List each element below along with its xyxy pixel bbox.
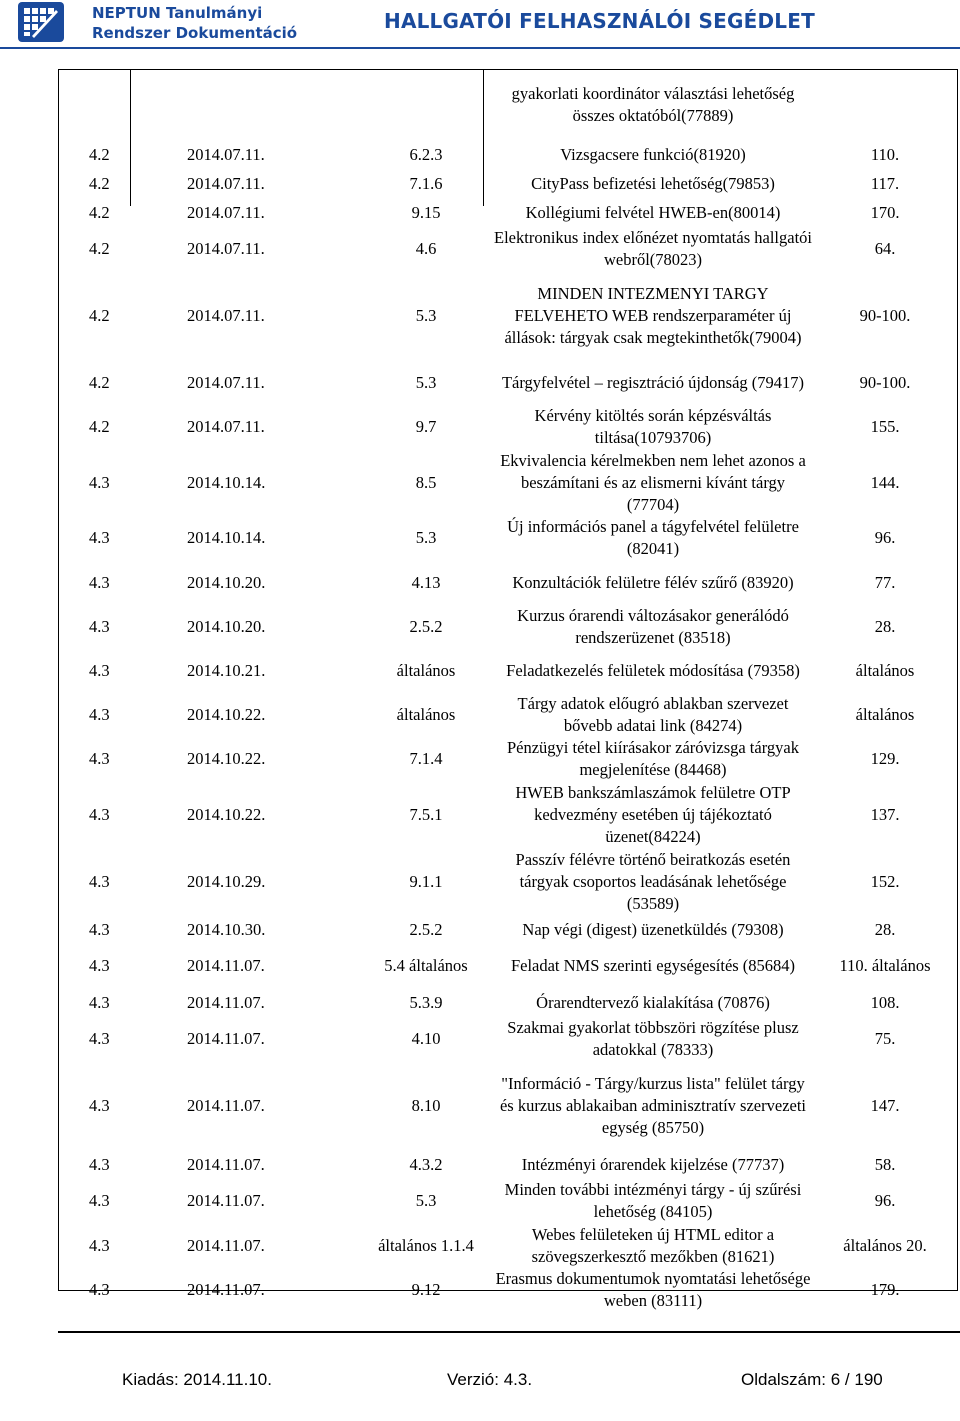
date-cell: 2014.07.11.: [187, 305, 265, 325]
table-row: [59, 198, 957, 227]
version-cell: [59, 70, 187, 140]
version-cell: 4.2: [89, 372, 110, 392]
page-cell: 147.: [870, 1095, 900, 1115]
section-cell: 4.3.2: [409, 1154, 443, 1174]
date-cell: 2014.11.07.: [187, 1280, 265, 1299]
table-row: [59, 1061, 957, 1150]
page-cell: 28.: [874, 617, 896, 636]
table-row: [59, 988, 957, 1017]
date-cell: 2014.07.11.: [187, 173, 265, 193]
description-cell: Passzív félévre történő beiratkozás esetén tárgyak csoportos leadásának lehetősége (53589): [515, 849, 791, 913]
version-cell: 4.3: [89, 472, 110, 492]
section-cell: 2.5.2: [409, 617, 443, 636]
description-cell: Feladatkezelés felületek módosítása (79358): [506, 661, 800, 680]
description-cell: Tárgyfelvétel – regisztráció újdonság (79417): [501, 372, 805, 392]
version-cell: 4.3: [89, 1191, 110, 1210]
description-cell: Minden további intézményi tárgy - új szűrési lehetőség (84105): [504, 1180, 802, 1221]
date-cell: 2014.10.14.: [187, 472, 266, 492]
page-cell: 96.: [874, 1191, 896, 1210]
description-cell: Intézményi órarendek kijelzése (77737): [521, 1154, 785, 1174]
version-cell: 4.3: [89, 992, 110, 1012]
page-cell: általános 20.: [843, 1235, 927, 1255]
footer-page-number: Oldalszám: 6 / 190: [741, 1370, 883, 1389]
page-cell: 58.: [874, 1154, 896, 1174]
date-cell: 2014.10.14.: [187, 528, 266, 547]
section-cell: 8.10: [411, 1095, 441, 1115]
date-cell: 2014.11.07.: [187, 1154, 265, 1174]
page-cell: 77.: [874, 572, 896, 592]
page-cell: 110. általános: [839, 956, 931, 975]
date-cell: 2014.07.11.: [187, 372, 265, 392]
description-cell: Ekvivalencia kérelmekben nem lehet azonos a beszámítani és az elismerni kívánt tárgy (77704): [500, 450, 806, 514]
date-cell: 2014.10.22.: [187, 749, 266, 768]
section-cell: 5.3: [415, 305, 437, 325]
date-cell: 2014.11.07.: [187, 1191, 265, 1210]
description-cell: Kollégiumi felvétel HWEB-en(80014): [525, 202, 781, 222]
section-cell: általános 1.1.4: [378, 1235, 474, 1255]
description-cell: Vizsgacsere funkció(81920): [560, 144, 746, 164]
version-cell: 4.3: [89, 705, 110, 724]
description-cell: "Információ - Tárgy/kurzus lista" felület tárgy és kurzus ablakaiban adminisztratív szervezeti egység (85750): [499, 1073, 807, 1137]
table-row: [59, 560, 957, 605]
description-cell: gyakorlati koordinátor választási lehetőség összes oktatóból(77889): [511, 84, 795, 125]
page-cell: 144.: [870, 472, 900, 492]
date-cell: 2014.11.07.: [187, 1029, 265, 1048]
brand-line-1: NEPTUN Tanulmányi: [92, 4, 263, 22]
date-cell: 2014.10.20.: [187, 617, 266, 636]
page-cell: 90-100.: [859, 372, 911, 392]
description-cell: Új információs panel a tágyfelvétel felületre (82041): [507, 517, 799, 558]
date-cell: 2014.10.29.: [187, 871, 266, 891]
page-header: [0, 0, 960, 48]
table-row: [59, 737, 957, 781]
header-divider: [0, 47, 960, 49]
section-cell: általános: [396, 705, 456, 724]
section-cell: általános: [396, 661, 456, 680]
section-cell: 5.3.9: [409, 992, 443, 1012]
date-cell: 2014.10.22.: [187, 804, 266, 824]
page-cell: 117.: [870, 173, 900, 193]
page-cell: 110.: [870, 144, 900, 164]
date-cell: 2014.07.11.: [187, 144, 265, 164]
page-cell: 28.: [874, 919, 896, 939]
section-cell: 5.3: [415, 372, 437, 392]
page-cell: 96.: [874, 528, 896, 547]
version-cell: 4.3: [89, 617, 110, 636]
neptun-logo-icon: [18, 2, 64, 42]
page-cell: általános: [855, 661, 915, 680]
section-cell: 5.4 általános: [384, 956, 468, 975]
version-cell: 4.3: [89, 661, 110, 680]
version-cell: 4.3: [89, 749, 110, 768]
page-cell: 108.: [870, 992, 900, 1012]
table-row: [59, 1223, 957, 1268]
table-row: [59, 1268, 957, 1312]
description-cell: HWEB bankszámlaszámok felületre OTP kedvezmény esetében új tájékoztató üzenet(84224): [515, 782, 791, 846]
change-log-table-frame: [58, 69, 958, 1310]
document-title: HALLGATÓI FELHASZNÁLÓI SEGÉDLET: [384, 9, 815, 33]
description-cell: Konzultációk felületre félév szűrő (83920): [512, 572, 794, 592]
table-row: [59, 1179, 957, 1223]
description-cell: Órarendtervező kialakítása (70876): [536, 992, 770, 1012]
description-cell: Kérvény kitöltés során képzésváltás tiltása(10793706): [534, 406, 772, 447]
version-cell: 4.3: [89, 804, 110, 824]
page-cell: 75.: [874, 1029, 896, 1048]
table-row: [59, 649, 957, 693]
table-row: [59, 1150, 957, 1179]
version-cell: 4.2: [89, 417, 110, 436]
section-cell: 9.1.1: [409, 871, 443, 891]
table-row: [59, 944, 957, 988]
version-cell: 4.3: [89, 1095, 110, 1115]
table-row: [59, 605, 957, 649]
table-row: [59, 449, 957, 516]
date-cell: 2014.11.07.: [187, 956, 265, 975]
version-cell: 4.3: [89, 1235, 110, 1255]
page-cell: 137.: [870, 804, 900, 824]
version-cell: 4.3: [89, 919, 110, 939]
table-row: [59, 169, 957, 198]
date-cell: 2014.10.30.: [187, 919, 266, 939]
page-cell: általános: [855, 705, 915, 724]
version-cell: 4.2: [89, 202, 110, 222]
table-row: [59, 516, 957, 560]
date-cell: 2014.10.21.: [187, 661, 266, 680]
table-row: [59, 848, 957, 915]
version-cell: 4.3: [89, 528, 110, 547]
date-cell: 2014.07.11.: [187, 417, 265, 436]
date-cell: 2014.11.07.: [187, 1235, 265, 1255]
table-row: [59, 140, 957, 169]
section-cell: 7.1.6: [409, 173, 443, 193]
table-row: [59, 271, 957, 360]
date-cell: 2014.10.22.: [187, 705, 266, 724]
table-row: [59, 70, 957, 140]
footer-version: Verzió: 4.3.: [447, 1370, 533, 1389]
version-cell: 4.2: [89, 144, 110, 164]
brand-line-2: Rendszer Dokumentáció: [92, 24, 298, 42]
description-cell: Nap végi (digest) üzenetküldés (79308): [522, 919, 784, 939]
section-cell: 9.7: [415, 417, 437, 436]
page-cell: [813, 70, 957, 140]
description-cell: Tárgy adatok előugró ablakban szervezet bővebb adatai link (84274): [517, 694, 789, 735]
section-cell: 6.2.3: [409, 144, 443, 164]
change-log-table: [59, 70, 957, 1312]
section-cell: [359, 70, 493, 140]
date-cell: 2014.07.11.: [187, 202, 265, 222]
section-cell: 9.15: [411, 202, 441, 222]
table-row: [59, 781, 957, 848]
page-cell: 90-100.: [859, 305, 911, 325]
table-row: [59, 693, 957, 737]
section-cell: 8.5: [415, 472, 437, 492]
page-cell: 152.: [870, 871, 900, 891]
version-cell: 4.3: [89, 871, 110, 891]
version-cell: 4.3: [89, 956, 110, 975]
date-cell: 2014.11.07.: [187, 992, 265, 1012]
version-cell: 4.3: [89, 572, 110, 592]
description-cell: Kurzus órarendi változásakor generálódó rendszerüzenet (83518): [517, 606, 789, 647]
page-cell: 129.: [870, 749, 900, 768]
footer-divider: [58, 1331, 960, 1333]
description-cell: CityPass befizetési lehetőség(79853): [531, 173, 775, 193]
page-cell: 155.: [870, 417, 900, 436]
page-cell: 64.: [874, 239, 896, 258]
page-cell: 170.: [870, 202, 900, 222]
section-cell: 7.5.1: [409, 804, 443, 824]
table-row: [59, 405, 957, 449]
table-row: [59, 915, 957, 944]
section-cell: 4.13: [411, 572, 441, 592]
description-cell: Feladat NMS szerinti egységesítés (85684): [510, 956, 796, 975]
version-cell: 4.3: [89, 1280, 110, 1299]
version-cell: 4.3: [89, 1029, 110, 1048]
section-cell: 9.12: [411, 1280, 441, 1299]
version-cell: 4.2: [89, 239, 110, 258]
description-cell: MINDEN INTEZMENYI TARGY FELVEHETO WEB rendszerparaméter új állások: tárgyak csak megtekinthetők(79004): [504, 283, 802, 347]
section-cell: 4.6: [415, 239, 437, 258]
page-cell: 179.: [870, 1280, 900, 1299]
description-cell: Erasmus dokumentumok nyomtatási lehetősége weben (83111): [495, 1269, 811, 1310]
description-cell: Szakmai gyakorlat többszöri rögzítése plusz adatokkal (78333): [507, 1018, 799, 1059]
description-cell: Webes felületeken új HTML editor a szövegszerkesztő mezőkben (81621): [531, 1224, 775, 1266]
version-cell: 4.3: [89, 1154, 110, 1174]
table-row: [59, 1017, 957, 1061]
section-cell: 2.5.2: [409, 919, 443, 939]
version-cell: 4.2: [89, 305, 110, 325]
section-cell: 5.3: [415, 528, 437, 547]
table-row: [59, 360, 957, 405]
date-cell: 2014.10.20.: [187, 572, 266, 592]
description-cell: Elektronikus index előnézet nyomtatás hallgatói webről(78023): [494, 228, 812, 269]
version-cell: 4.2: [89, 173, 110, 193]
footer-issue: Kiadás: 2014.11.10.: [122, 1370, 272, 1389]
date-cell: 2014.11.07.: [187, 1095, 265, 1115]
section-cell: 5.3: [415, 1191, 437, 1210]
section-cell: 7.1.4: [409, 749, 443, 768]
date-cell: 2014.07.11.: [187, 239, 265, 258]
table-row: [59, 227, 957, 271]
date-cell: [187, 70, 359, 140]
brand-name: [92, 3, 297, 43]
description-cell: Pénzügyi tétel kiírásakor záróvizsga tárgyak megjelenítése (84468): [506, 738, 799, 779]
section-cell: 4.10: [411, 1029, 441, 1048]
